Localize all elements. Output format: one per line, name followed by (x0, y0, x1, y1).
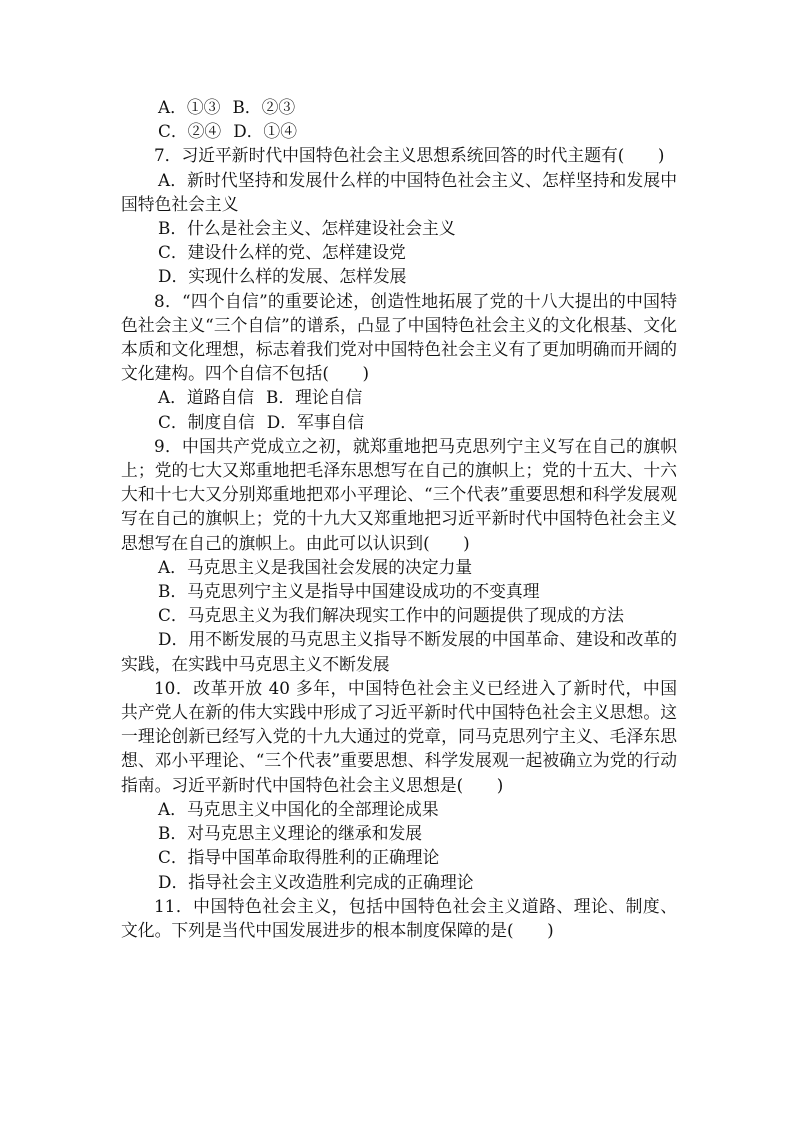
option-c: C．建设什么样的党、怎样建设党 (158, 242, 406, 263)
option-row (121, 410, 677, 434)
question-8 (121, 289, 677, 434)
question-9 (121, 434, 677, 676)
option-c: C．②④ (158, 121, 222, 142)
option-a: A．新时代坚持和发展什么样的中国特色社会主义、怎样坚持和发展中国特色社会主义 (121, 169, 677, 214)
option-b: B．②③ (232, 97, 296, 117)
option-d: D．指导社会主义改造胜利完成的正确理论 (158, 871, 474, 892)
option-d: D．①④ (233, 121, 297, 142)
option-a: A．马克思主义是我国社会发展的决定力量 (158, 556, 473, 577)
option-a: A．道路自信 (158, 387, 255, 408)
question-stem: 8．“四个自信”的重要论述，创造性地拓展了党的十八大提出的中国特色社会主义“三个自信”的谱系，凸显了中国特色社会主义的文化根基、文化本质和文化理想，标志着我们党对中国特色社会主义有了更加明确而开阔的文化建构。四个自信不包括( ) (121, 290, 677, 384)
option-b: B．对马克思主义理论的继承和发展 (158, 823, 423, 844)
question-stem: 9．中国共产党成立之初，就郑重地把马克思列宁主义写在自己的旗帜上；党的七大又郑重地把毛泽东思想写在自己的旗帜上；党的十五大、十六大和十七大又分别郑重地把邓小平理论、“三个代表”重要思想和科学发展观写在自己的旗帜上；党的十九大又郑重地把习近平新时代中国特色社会主义思想写在自己的旗帜上。由此可以认识到( ) (121, 435, 677, 553)
question-11 (121, 894, 677, 942)
option-a: A．马克思主义中国化的全部理论成果 (158, 798, 439, 819)
option-row (121, 95, 677, 119)
question-6-options (121, 95, 677, 143)
option-b: B．什么是社会主义、怎样建设社会主义 (158, 218, 456, 239)
question-stem: 10．改革开放 40 多年，中国特色社会主义已经进入了新时代，中国共产党人在新的伟大实践中形成了习近平新时代中国特色社会主义思想。这一理论创新已经写入党的十九大通过的党章，同马克思列宁主义、毛泽东思想、邓小平理论、“三个代表”重要思想、科学发展观一起被确立为党的行动指南。习近平新时代中国特色社会主义思想是( ) (121, 677, 677, 795)
option-d: D．军事自信 (266, 411, 365, 432)
option-d: D．实现什么样的发展、怎样发展 (158, 266, 407, 287)
option-row (121, 385, 677, 409)
question-7 (121, 143, 677, 288)
question-10 (121, 676, 677, 894)
option-d: D．用不断发展的马克思主义指导不断发展的中国革命、建设和改革的实践，在实践中马克思主义不断发展 (121, 629, 677, 674)
question-list (121, 95, 677, 942)
option-a: A．①③ (158, 97, 221, 117)
question-stem: 7．习近平新时代中国特色社会主义思想系统回答的时代主题有( ) (154, 145, 665, 166)
option-c: C．马克思主义为我们解决现实工作中的问题提供了现成的方法 (158, 605, 624, 626)
option-row (121, 119, 677, 143)
option-c: C．指导中国革命取得胜利的正确理论 (158, 847, 440, 868)
question-stem: 11．中国特色社会主义，包括中国特色社会主义道路、理论、制度、文化。下列是当代中国发展进步的根本制度保障的是( ) (121, 895, 677, 940)
option-c: C．制度自信 (158, 411, 255, 432)
option-b: B．理论自信 (266, 387, 363, 408)
option-b: B．马克思列宁主义是指导中国建设成功的不变真理 (158, 581, 540, 602)
